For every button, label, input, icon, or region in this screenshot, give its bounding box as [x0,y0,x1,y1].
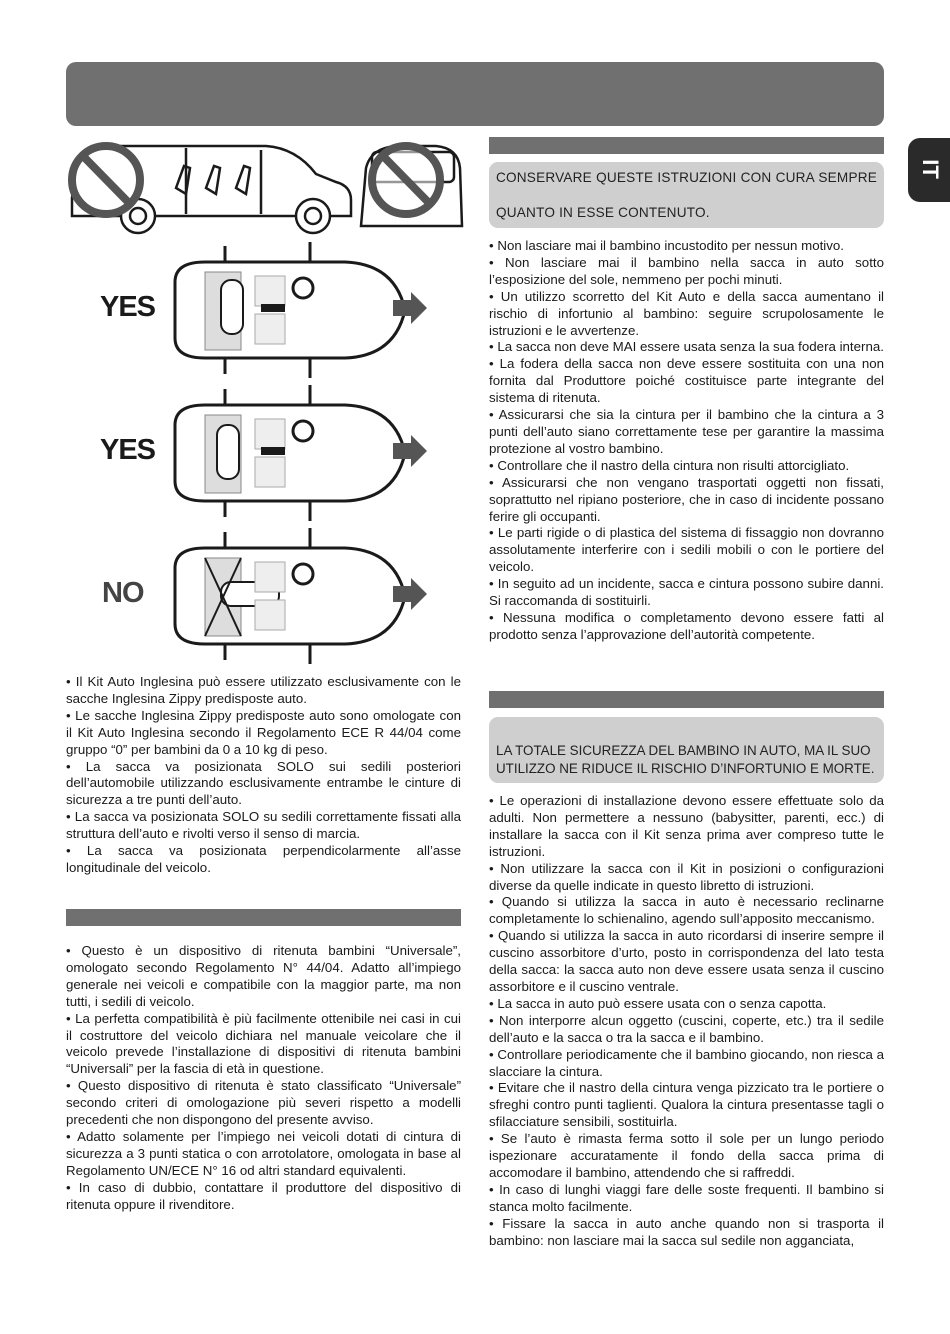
header-bar [66,62,884,126]
left-column-text-2 [66,943,461,1214]
paragraph: • Fissare la sacca in auto anche quando non si trasporta il bambino: non lasciare mai la sacca sul sedile non agganciata, [489,1215,884,1248]
right-column-text-2 [489,793,884,1249]
callout-line: LA TOTALE SICUREZZA DEL BAMBINO IN AUTO, MA IL SUO [496,743,871,758]
paragraph: • In seguito ad un incidente, sacca e cintura possono subire danni. Si raccomanda di sostituirli. [489,576,884,609]
car-top-view-3 [165,528,435,664]
left-column-text-1 [66,674,461,877]
language-tab [908,138,950,202]
callout-line: QUANTO IN ESSE CONTENUTO. [496,205,710,220]
car-top-view-2 [165,385,435,521]
paragraph: • In caso di dubbio, contattare il produttore del dispositivo di ritenuta oppure il rivenditore. [66,1179,461,1212]
paragraph: • In caso di lunghi viaggi fare delle soste frequenti. Il bambino si stanca molto facilmente. [489,1181,884,1214]
paragraph: • Adatto solamente per l’impiego nei veicoli dotati di cintura di sicurezza a 3 punti statica o con arrotolatore, omologata in base al Regolamento UN/ECE N° 16 od altri standard equivalenti. [66,1128,461,1178]
paragraph: • Assicurarsi che non vengano trasportati oggetti non fissati, soprattutto nel ripiano posteriore, che in caso di incidente possano ferire gli occupanti. [489,474,884,524]
warning-callout-1 [489,162,884,228]
car-side-rear-illustration [66,138,466,238]
paragraph: • Controllare che il nastro della cintura non risulti attorcigliato. [489,457,850,473]
paragraph: • La sacca non deve MAI essere usata senza la sua fodera interna. [489,339,884,355]
callout-line: UTILIZZO NE RIDUCE IL RISCHIO D’INFORTUNIO E MORTE. [496,761,875,776]
section-bar-left [66,909,461,926]
callout-line: CONSERVARE QUESTE ISTRUZIONI CON CURA SEMPRE [496,170,877,185]
paragraph: • Assicurarsi che sia la cintura per il bambino che la cintura a 3 punti dell’auto siano correttamente tese per garantire la massima protezione al vostro bambino. [489,407,884,456]
paragraph: • Un utilizzo scorretto del Kit Auto e della sacca aumentano il rischio di infortunio al bambino: seguire scrupolosamente le istruzioni e le avvertenze. [489,288,884,338]
yes-label-1: YES [100,291,156,323]
paragraph: • Le parti rigide o di plastica del sistema di fissaggio non dovranno assolutamente interferire con i sedili mobili o con le portiere del veicolo. [489,525,884,575]
paragraph: • Nessuna modifica o completamento devono essere fatti al prodotto senza l’approvazione dell’autorità competente. [489,609,884,642]
warning-callout-2 [489,717,884,783]
paragraph: • Evitare che il nastro della cintura venga pizzicato tra le portiere o sfreghi contro punti taglienti. Qualora la cintura presentasse tagli o sfilacciature sensibili, sostituirla. [489,1080,884,1130]
paragraph: • Questo è un dispositivo di ritenuta bambini “Universale”, omologato secondo Regolamento N° 44/04. Adatto all’impiego generale nei veicoli e compatibile con la maggior parte, ma non tutti, i sedili di veicolo. [66,943,461,1009]
right-column-text-1 [489,238,884,644]
paragraph: • La sacca va posizionata SOLO su sedili correttamente fissati alla struttura dell’auto e rivolti verso il senso di marcia. [66,809,461,842]
paragraph: • Non utilizzare la sacca con il Kit in posizioni o configurazioni diverse da quelle indicate in questo libretto di istruzioni. [489,860,884,893]
paragraph: • Le operazioni di installazione devono essere effettuate solo da adulti. Non permettere a nessuno (babysitter, parenti, ecc.) di installare la sacca con il Kit senza prima aver compreso tutte le istruzioni. [489,793,884,859]
paragraph: • Se l’auto è rimasta ferma sotto il sole per un lungo periodo ispezionare accuratamente il fondo della sacca prima di accomodare il bambino, attendendo che si raffreddi. [489,1131,884,1180]
paragraph: • Questo dispositivo di ritenuta è stato classificato “Universale” secondo criteri di omologazione più severi rispetto a modelli precedenti che non dispongono del presente avviso. [66,1078,461,1128]
car-top-view-1 [165,242,435,378]
yes-label-2: YES [100,434,156,466]
no-label: NO [102,577,144,609]
paragraph: • La sacca va posizionata SOLO sui sedili posteriori dell’automobile utilizzando esclusivamente entrambe le cinture di sicurezza a tre punti dell’auto. [66,758,461,808]
paragraph: • Non interporre alcun oggetto (cuscini, coperte, etc.) tra il sedile dell’auto e la sacca o tra la sacca e il bambino. [489,1012,884,1045]
section-bar-right-2 [489,691,884,708]
paragraph: • La sacca va posizionata perpendicolarmente all’asse longitudinale del veicolo. [66,843,461,875]
paragraph: • Non lasciare mai il bambino nella sacca in auto sotto l’esposizione del sole, nemmeno per pochi minuti. [489,254,884,287]
section-bar-right-1 [489,137,884,154]
paragraph: • Non lasciare mai il bambino incustodito per nessun motivo. [489,238,844,253]
language-tab-label: IT [918,159,943,179]
paragraph: • La sacca in auto può essere usata con o senza capotta. [489,995,827,1011]
paragraph: • La perfetta compatibilità è più facilmente ottenibile nei casi in cui il costruttore del veicolo dichiara nel manuale veicolare che il veicolo prevede l’installazione di dispositivi di ritenuta bambini “Universali” per la fascia di età in questione. [66,1010,461,1077]
paragraph: • Le sacche Inglesina Zippy predisposte auto sono omologate con il Kit Auto Inglesina secondo il Regolamento ECE R 44/04 come gruppo “0” per bambini da 0 a 10 kg di peso. [66,707,461,757]
paragraph: • La fodera della sacca non deve essere sostituita con una non fornita dal Produttore poiché costituisce parte integrante del sistema di ritenuta. [489,356,884,406]
paragraph: • Quando si utilizza la sacca in auto ricordarsi di inserire sempre il cuscino assorbitore d’urto, posto in corrispondenza del lato testa della sacca: la sacca auto non deve essere usata senza il cuscino assorbitore e il cuscino ventrale. [489,928,884,994]
paragraph: • Il Kit Auto Inglesina può essere utilizzato esclusivamente con le sacche Inglesina Zippy predisposte auto. [66,674,461,706]
paragraph: • Quando si utilizza la sacca in auto è necessario reclinarne completamente lo schienalino, agendo sull’apposito meccanismo. [489,894,884,927]
paragraph: • Controllare periodicamente che il bambino giocando, non riesca a slacciare la cintura. [489,1046,884,1079]
